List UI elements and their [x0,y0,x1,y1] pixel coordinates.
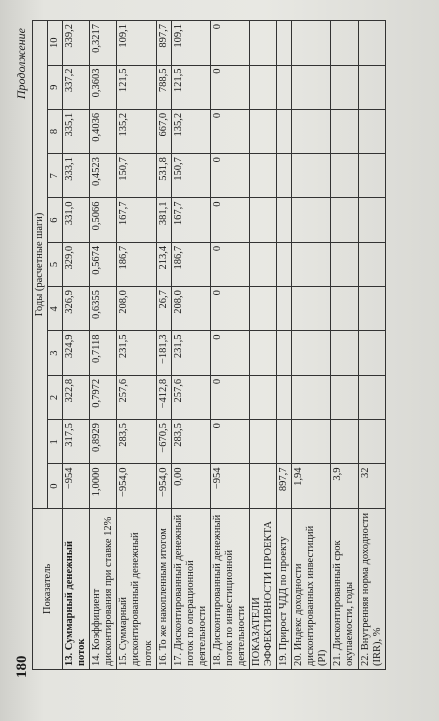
table-cell: 0 [210,331,249,375]
table-cell: 135,2 [171,109,210,153]
row-label: 15. Суммарный дисконтированный денежный поток [117,508,156,669]
table-cell: 0,3217 [90,21,117,66]
table-cell: −412,8 [156,375,171,419]
row-label: ПОКАЗАТЕЛИ ЭФФЕКТИВНОСТИ ПРОЕКТА [250,508,277,669]
table-cell [292,331,331,375]
data-table [32,20,386,670]
table-cell: 109,1 [171,21,210,66]
table-cell [250,109,277,153]
table-cell [250,287,277,331]
row-label: 19. Прирост ЧДД по проекту [277,508,292,669]
row-label: 20. Индекс доходности дисконтированных инвестиций (PI) [292,508,331,669]
table-cell: 381,1 [156,198,171,242]
table-cell: 339,2 [63,21,90,66]
header-step: 1 [48,420,63,464]
table-cell [250,464,277,508]
table-cell: 531,8 [156,154,171,198]
table-cell: −954 [63,464,90,508]
table-cell [277,420,292,464]
table-cell [331,21,358,66]
table-cell: 0,5066 [90,198,117,242]
table-cell [358,331,385,375]
table-cell [250,154,277,198]
table-cell [277,109,292,153]
table-cell: 186,7 [117,242,156,286]
table-cell: 213,4 [156,242,171,286]
table-cell: 0,4523 [90,154,117,198]
table-cell: 326,9 [63,287,90,331]
table-cell [277,154,292,198]
table-cell: 0 [210,109,249,153]
table-cell: 26,7 [156,287,171,331]
table-cell [292,65,331,109]
table-cell: 3,9 [331,464,358,508]
row-label: 16. То же накопленным итогом [156,508,171,669]
table-cell: 186,7 [171,242,210,286]
table-cell: 231,5 [171,331,210,375]
table-cell: −954,0 [117,464,156,508]
row-label: 17. Дисконтированный денежный поток по операционной деятельности [171,508,210,669]
header-step: 4 [48,287,63,331]
table-cell [250,242,277,286]
header-years: Годы (расчетные шаги) [33,21,48,509]
table-cell: 0 [210,287,249,331]
table-cell: 322,8 [63,375,90,419]
header-row-1 [33,21,48,670]
row-label: 13. Суммарный денежный поток [63,508,90,669]
table-cell [358,420,385,464]
table-cell [277,331,292,375]
table-row [63,21,90,670]
header-step: 0 [48,464,63,508]
table-row [117,21,156,670]
table-cell [331,109,358,153]
table-cell: 1,0000 [90,464,117,508]
table-cell [358,242,385,286]
table-row [210,21,249,670]
table-cell [292,287,331,331]
table-cell: 333,1 [63,154,90,198]
table-cell: 335,1 [63,109,90,153]
table-cell: 121,5 [171,65,210,109]
table-cell: 283,5 [171,420,210,464]
table-cell [331,198,358,242]
table-row [250,21,277,670]
continued-label: Продолжение [14,28,28,100]
table-cell: 208,0 [171,287,210,331]
table-cell [292,242,331,286]
table-cell: 667,0 [156,109,171,153]
table-cell [277,287,292,331]
table-cell: 0,5674 [90,242,117,286]
table-cell: 0 [210,154,249,198]
table-cell [358,287,385,331]
table-cell: 167,7 [171,198,210,242]
table-row [171,21,210,670]
header-step: 5 [48,242,63,286]
table-cell: 0 [210,198,249,242]
row-label: 14. Коэффициент дисконтирования при ставке 12% [90,508,117,669]
table-cell [331,287,358,331]
table-row [156,21,171,670]
table-cell [292,198,331,242]
table-cell: 0 [210,420,249,464]
table-cell: 0,7972 [90,375,117,419]
table-cell [331,420,358,464]
table-cell: 317,5 [63,420,90,464]
row-label: 18. Дисконтированный денежный поток по инвестиционной деятельности [210,508,249,669]
table-cell [358,109,385,153]
table-cell [292,420,331,464]
table-cell: 150,7 [171,154,210,198]
table-cell: −181,3 [156,331,171,375]
table-cell [331,65,358,109]
table-cell [292,109,331,153]
table-cell [277,242,292,286]
table-cell: 0,7118 [90,331,117,375]
table-cell: 0 [210,375,249,419]
table-cell [250,198,277,242]
table-cell: 0,3603 [90,65,117,109]
table-cell: 0 [210,21,249,66]
table-cell [250,420,277,464]
table-cell: −670,5 [156,420,171,464]
table-cell: 0,6355 [90,287,117,331]
table-cell: 0 [210,242,249,286]
row-label: 21. Дисконтированный срок окупаемости, годы [331,508,358,669]
table-cell [331,154,358,198]
table-cell: 788,5 [156,65,171,109]
table-cell [358,375,385,419]
table-cell: 329,0 [63,242,90,286]
table-row [90,21,117,670]
table-cell [331,242,358,286]
table-cell: 283,5 [117,420,156,464]
table-cell [250,331,277,375]
table-cell [292,375,331,419]
table-cell: 167,7 [117,198,156,242]
table-cell: 109,1 [117,21,156,66]
table-cell [358,198,385,242]
table-cell: 897,7 [156,21,171,66]
table-cell: 257,6 [171,375,210,419]
table-row [292,21,331,670]
table-cell: 121,5 [117,65,156,109]
table-cell: 135,2 [117,109,156,153]
table-cell [358,154,385,198]
table-cell [277,21,292,66]
header-step: 2 [48,375,63,419]
table-cell: 1,94 [292,464,331,508]
table-cell: 324,9 [63,331,90,375]
table-cell [277,375,292,419]
row-label: 22. Внутренняя норма доходности (IRR), % [358,508,385,669]
table-row [277,21,292,670]
table-cell [331,331,358,375]
table-cell [277,198,292,242]
table-cell [358,21,385,66]
table-cell: 231,5 [117,331,156,375]
table-cell: 208,0 [117,287,156,331]
table-cell [277,65,292,109]
header-step: 3 [48,331,63,375]
table-cell [292,154,331,198]
table-cell [358,65,385,109]
header-step: 9 [48,65,63,109]
table-cell: 32 [358,464,385,508]
table-cell [292,21,331,66]
table-cell [331,375,358,419]
table-cell: 150,7 [117,154,156,198]
rotated-table-area [14,20,434,670]
table-cell: 337,2 [63,65,90,109]
header-indicator: Показатель [33,508,63,669]
table-cell: 0,4036 [90,109,117,153]
table-cell: 0,00 [171,464,210,508]
header-step: 10 [48,21,63,66]
table-cell [250,21,277,66]
table-cell: 0 [210,65,249,109]
header-step: 7 [48,154,63,198]
table-cell [250,65,277,109]
table-cell [250,375,277,419]
header-step: 6 [48,198,63,242]
table-row [331,21,358,670]
table-cell: −954 [210,464,249,508]
table-cell: −954,0 [156,464,171,508]
table-cell: 257,6 [117,375,156,419]
table-cell: 897,7 [277,464,292,508]
page-number: 180 [14,655,30,678]
header-step: 8 [48,109,63,153]
table-cell: 331,0 [63,198,90,242]
table-cell: 0,8929 [90,420,117,464]
table-row [358,21,385,670]
